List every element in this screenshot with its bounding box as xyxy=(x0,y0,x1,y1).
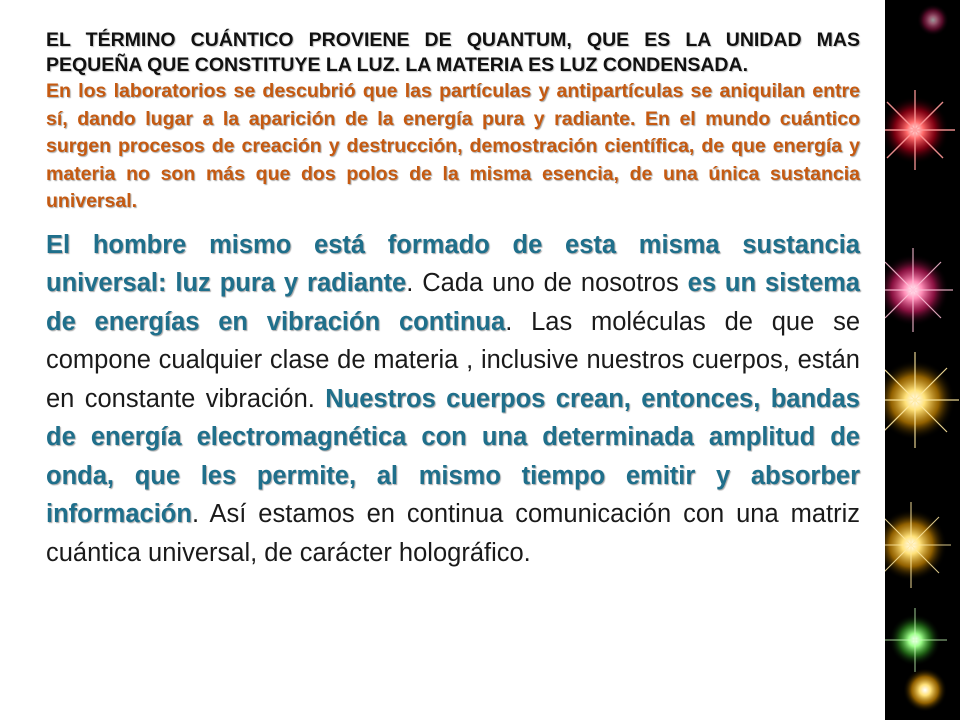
body-text-2: . Las moléculas de que se compone cualquier clase de materia , inclusive nuestros cuerpos, están en constante vibración. xyxy=(46,307,861,413)
sparkle-pink-2 xyxy=(917,4,949,36)
sparkles-image xyxy=(885,0,960,720)
highlight-text-3: Nuestros cuerpos crean, entonces, bandas de energía electromagnética con una determinada amplitud de onda, que les permite, al mismo tiempo emitir y absorber información xyxy=(46,384,860,528)
body-text-1: . Cada uno de nosotros xyxy=(406,269,688,297)
highlight-text-1: El hombre mismo está formado de esta misma sustancia universal: luz pura y radiante xyxy=(46,230,860,297)
sparkle-gold-3 xyxy=(903,668,947,712)
heading-paragraph: EL TÉRMINO CUÁNTICO PROVIENE DE QUANTUM, QUE ES LA UNIDAD MAS PEQUEÑA QUE CONSTITUYE LA LUZ. LA MATERIA ES LUZ CONDENSADA. xyxy=(46,29,860,76)
body-paragraph xyxy=(46,226,860,573)
body-text-3: . Así estamos en continua comunicación con una matriz cuántica universal, de carácter holográfico. xyxy=(46,500,860,567)
highlight-text-2: es un sistema de energías en vibración continua xyxy=(46,269,860,336)
sparkle-side-panel xyxy=(885,0,960,720)
orange-paragraph: En los laboratorios se descubrió que las partículas y antipartículas se aniquilan entre sí, dando lugar a la aparición de la energía pura y radiante. En el mundo cuántico surgen procesos de creación y destrucción, demostración científica, de que energía y materia no son más que dos polos de la misma esencia, de una única sustancia universal. xyxy=(46,80,860,212)
text-content xyxy=(46,28,860,572)
